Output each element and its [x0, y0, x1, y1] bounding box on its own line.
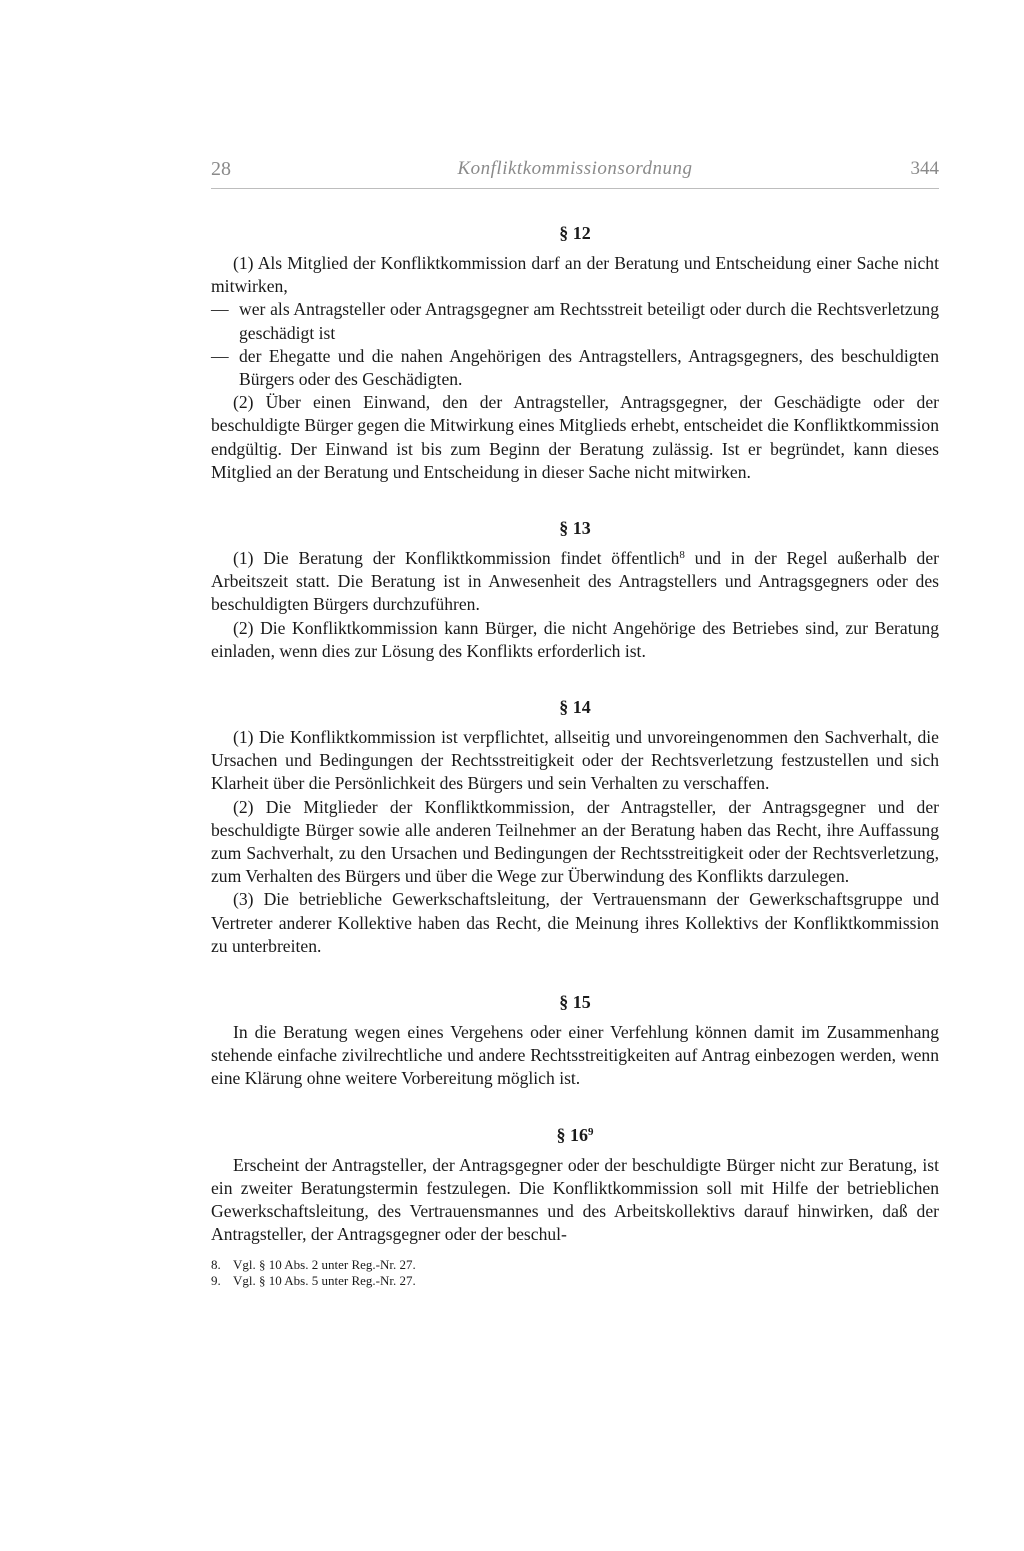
heading-text: § 16: [556, 1124, 588, 1145]
header-title: Konfliktkommissionsordnung: [457, 158, 693, 179]
document-page: [211, 158, 939, 1289]
paragraph: (1) Die Konfliktkommission ist verpflichtet, allseitig und unvoreingenommen den Sachverhalt, die Ursachen und Bedingungen der Rechtsstreitigkeit oder der Rechtsverletzung festzustellen und sich Klarheit über die Persönlichkeit des Bürgers und sein Verhalten zu verschaffen.: [211, 727, 939, 794]
section-heading-14: § 14: [559, 697, 591, 718]
paragraph-text: (1) Die Beratung der Konfliktkommission findet öffentlich: [233, 548, 680, 569]
section-heading-16: [211, 1125, 939, 1146]
section-heading-13: § 13: [559, 518, 591, 539]
footnote: [211, 1257, 939, 1273]
footnote: [211, 1273, 939, 1289]
section-heading-12: § 12: [559, 223, 591, 243]
paragraph: (3) Die betriebliche Gewerkschaftsleitung, der Vertrauensmann der Gewerkschaftsgruppe und Vertreter anderer Kollektive haben das Recht, die Meinung ihres Kollektivs der Konfliktkommission zu unterbreiten.: [211, 889, 939, 956]
footnotes: [211, 1257, 939, 1289]
dash-marker: —: [211, 299, 229, 320]
footnote-number: 9.: [211, 1272, 221, 1288]
footnote-text: Vgl. § 10 Abs. 5 unter Reg.-Nr. 27.: [233, 1272, 416, 1288]
dash-item: [211, 345, 939, 391]
dash-marker: —: [211, 345, 229, 366]
dash-item: [211, 298, 939, 344]
footnote-ref: 9: [588, 1125, 594, 1138]
paragraph: (2) Über einen Einwand, den der Antragsteller, Antragsgegner, der Geschädigte oder der beschuldigte Bürger gegen die Mitwirkung eines Mitglieds erhebt, entscheidet die Konfliktkommission endgültig. Der Einwand ist bis zum Beginn der Beratung zulässig. Ist er begründet, kann dieses Mitglied an der Beratung und Entscheidung in dieser Sache nicht mitwirken.: [211, 392, 939, 482]
page-number: 28: [211, 158, 231, 180]
paragraph: [211, 547, 939, 617]
footnote-text: Vgl. § 10 Abs. 2 unter Reg.-Nr. 27.: [233, 1256, 416, 1272]
footnote-number: 8.: [211, 1256, 221, 1272]
section-heading-15: § 15: [559, 992, 591, 1013]
paragraph: (2) Die Mitglieder der Konfliktkommission, der Antragsteller, der Antragsgegner und der beschuldigte Bürger sowie alle anderen Teilnehmer an der Beratung haben das Recht, ihre Auffassung zum Sachverhalt, zu den Ursachen und Bedingungen der Rechtsstreitigkeit oder der Rechtsverletzung, zum Verhalten des Bürgers und über die Wege zur Überwindung des Konflikts darzulegen.: [211, 796, 939, 887]
paragraph: (1) Als Mitglied der Konfliktkommission darf an der Beratung und Entscheidung einer Sache nicht mitwirken,: [211, 253, 939, 297]
paragraph: In die Beratung wegen eines Vergehens oder einer Verfehlung können damit im Zusammenhang stehende einfache zivilrechtliche und andere Rechtsstreitigkeiten auf Antrag einbezogen werden, wenn eine Klärung ohne weitere Vorbereitung möglich ist.: [211, 1022, 939, 1089]
footnote-ref: 8: [679, 549, 685, 562]
dash-item-text: der Ehegatte und die nahen Angehörigen des Antragstellers, Antragsgegners, des beschuldigten Bürgers oder des Geschädigten.: [239, 345, 939, 390]
dash-item-text: wer als Antragsteller oder Antragsgegner am Rechtsstreit beteiligt oder durch die Rechtsverletzung geschädigt ist: [239, 299, 939, 343]
paragraph: Erscheint der Antragsteller, der Antragsgegner oder der beschuldigte Bürger nicht zur Beratung, ist ein zweiter Beratungstermin festzulegen. Die Konfliktkommission soll mit Hilfe der betrieblichen Gewerkschaftsleitung, des Vertrauensmannes und des Arbeitskollektivs darauf hinwirken, daß der Antragsteller, der Antragsgegner oder der beschul-: [211, 1154, 939, 1245]
paragraph: (2) Die Konfliktkommission kann Bürger, die nicht Angehörige des Betriebes sind, zur Beratung einladen, wenn dies zur Lösung des Konflikts erforderlich ist.: [211, 617, 939, 661]
header-rule: [211, 188, 939, 189]
running-header: [211, 158, 939, 182]
register-number: 344: [910, 158, 939, 179]
paragraph-text: und in der Regel außerhalb der Arbeitszeit statt. Die Beratung ist in Anwesenheit des Antragstellers und Antragsgegners oder des beschuldigten Bürgers durchzuführen.: [211, 548, 939, 615]
